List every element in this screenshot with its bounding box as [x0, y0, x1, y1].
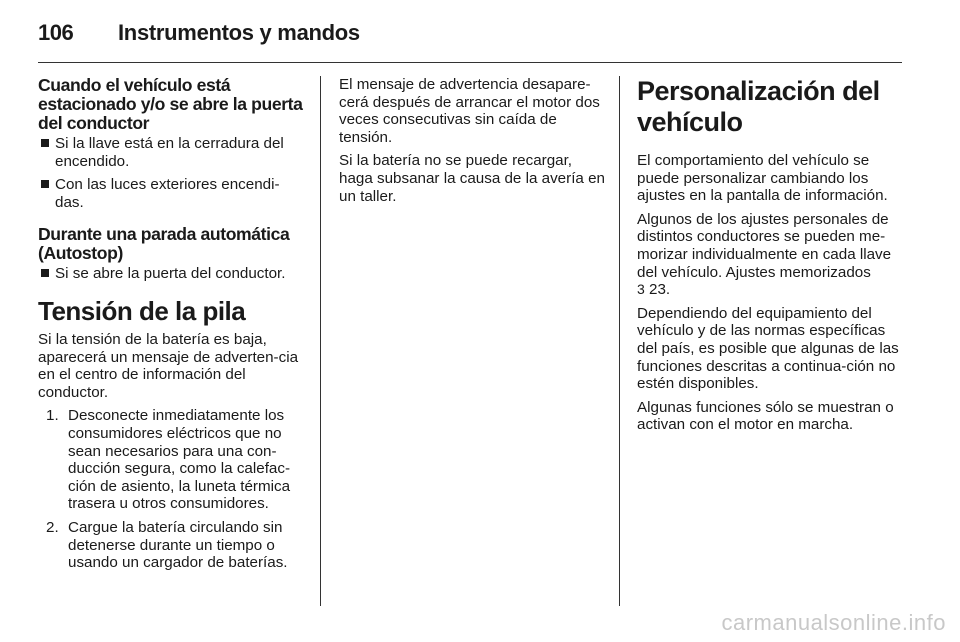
- paragraph: El mensaje de advertencia desapare-cerá después de arrancar el motor dos veces consecutivas sin caída de tensión.: [339, 76, 600, 146]
- square-bullet-icon: [41, 180, 49, 188]
- numbered-steps: [38, 407, 304, 571]
- section-heading-battery-voltage: Tensión de la pila: [38, 295, 246, 326]
- step-number: 2.: [46, 518, 59, 536]
- paragraph: El comportamiento del vehículo se puede personalizar cambiando los ajustes en la pantalla de información.: [637, 152, 888, 205]
- step-item: [38, 407, 304, 513]
- page-number: 106: [38, 20, 74, 45]
- page-reference[interactable]: 23.: [649, 281, 671, 299]
- list-item-text: Si se abre la puerta del conductor.: [55, 265, 286, 283]
- paragraph: Algunas funciones sólo se muestran o activan con el motor en marcha.: [637, 398, 894, 434]
- column-divider: [619, 76, 620, 606]
- section-heading-autostop: Durante una parada automática (Autostop): [38, 224, 290, 264]
- watermark: carmanualsonline.info: [721, 610, 946, 635]
- paragraph-text: Algunos de los ajustes personales de distintos conductores se pueden me-morizar individualmente en cada llave del vehículo. Ajustes memorizados: [637, 210, 892, 281]
- list-item: [38, 265, 304, 283]
- section-heading-personalization: Personalización del vehículo: [637, 76, 880, 137]
- paragraph: Si la tensión de la batería es baja, aparecerá un mensaje de adverten-cia en el centro de información del conductor.: [38, 330, 299, 401]
- step-text: Desconecte inmediatamente los consumidores eléctricos que no sean necesarios para una con-ducción segura, como la calefac-ción de asiento, la luneta térmica trasera u otros consumidores.: [68, 407, 291, 513]
- column-left: [38, 76, 304, 578]
- list-item: [38, 176, 304, 211]
- square-bullet-icon: [41, 269, 49, 277]
- step-text: Cargue la batería circulando sin detenerse durante un tiempo o usando un cargador de baterías.: [68, 518, 288, 572]
- bullet-list-parked: [38, 135, 304, 211]
- list-item-text: Si la llave está en la cerradura del encendido.: [55, 135, 284, 170]
- column-middle: [339, 76, 607, 211]
- chapter-title: Instrumentos y mandos: [118, 20, 360, 45]
- step-item: [38, 519, 304, 572]
- bullet-list-autostop: [38, 265, 304, 283]
- paragraph: [637, 211, 905, 299]
- list-item-text: Con las luces exteriores encendi-das.: [55, 176, 280, 211]
- list-item: [38, 135, 304, 170]
- page-reference-icon[interactable]: 3: [637, 281, 645, 298]
- page-header: [38, 18, 902, 63]
- paragraph: Dependiendo del equipamiento del vehículo y de las normas específicas del país, es posible que algunas de las funciones descritas a continua-ción no estén disponibles.: [637, 304, 899, 393]
- square-bullet-icon: [41, 139, 49, 147]
- paragraph: Si la batería no se puede recargar, haga subsanar la causa de la avería en un taller.: [339, 152, 605, 205]
- step-number: 1.: [46, 407, 59, 425]
- column-divider: [320, 76, 321, 606]
- section-heading-parked: Cuando el vehículo está estacionado y/o se abre la puerta del conductor: [38, 75, 303, 133]
- column-right: [637, 76, 905, 440]
